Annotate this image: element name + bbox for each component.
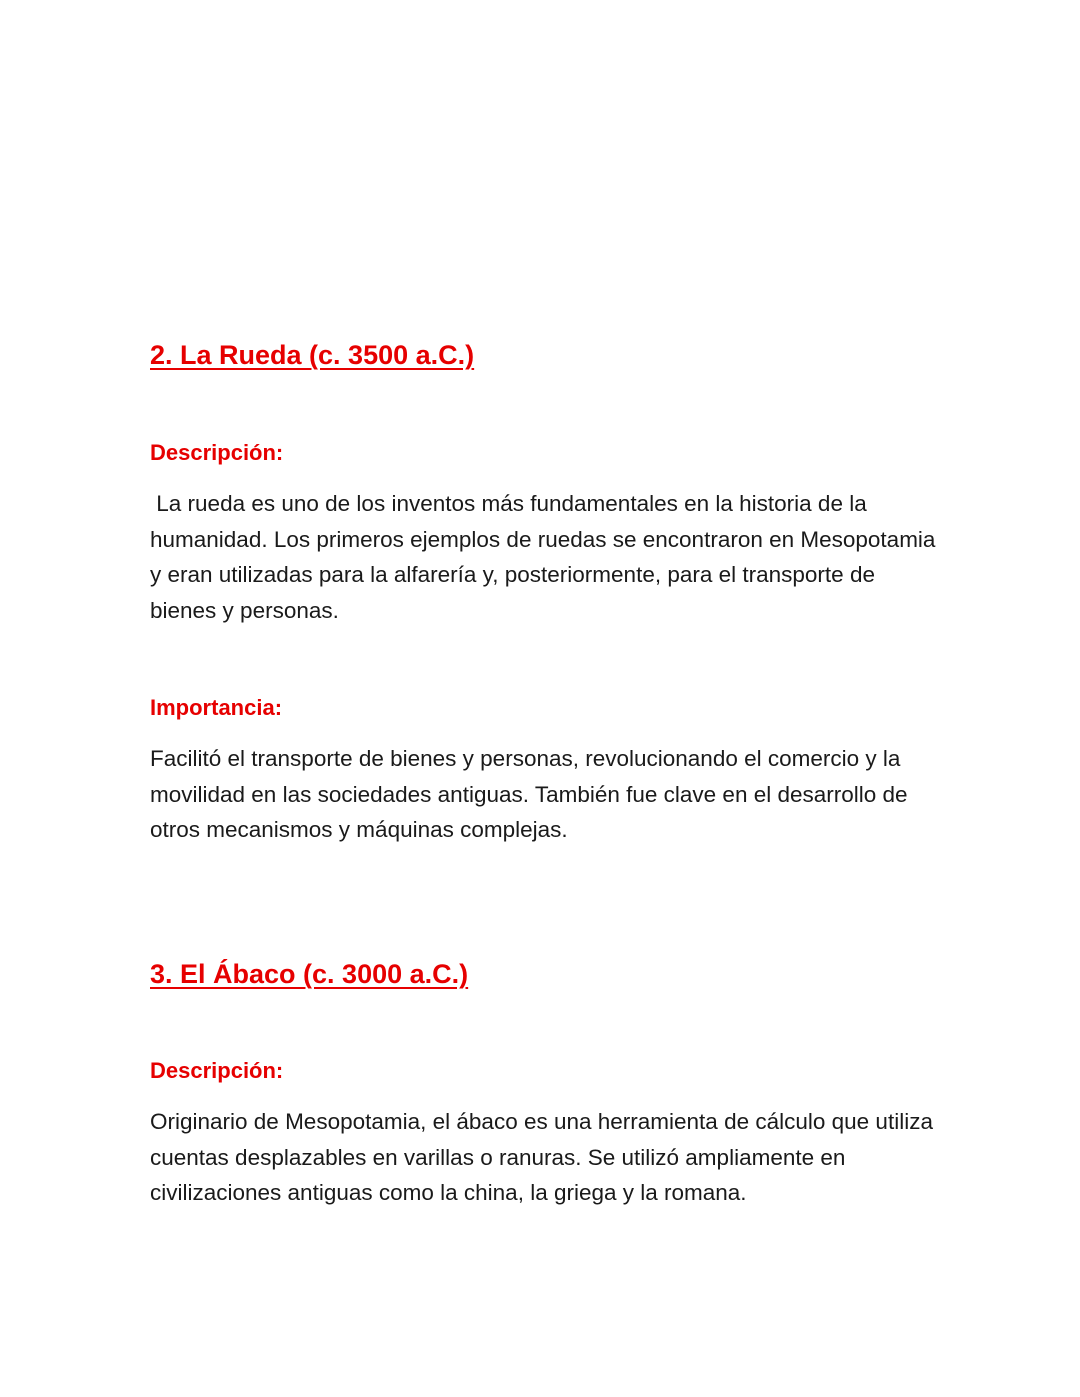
- description-text-la-rueda: La rueda es uno de los inventos más fundamentales en la historia de la humanidad. Los primeros ejemplos de ruedas se encontraron en Mesopotamia y eran utilizadas para la alfarería y, posteriormente, para el transporte de bienes y personas.: [150, 491, 942, 623]
- importance-label-la-rueda: Importancia:: [150, 695, 283, 720]
- description-label-la-rueda: Descripción:: [150, 440, 284, 465]
- importance-text-la-rueda: Facilitó el transporte de bienes y personas, revolucionando el comercio y la movilidad en las sociedades antiguas. También fue clave en el desarrollo de otros mecanismos y máquinas complejas.: [150, 746, 914, 842]
- section-title-la-rueda: 2. La Rueda (c. 3500 a.C.): [150, 340, 475, 370]
- section-title-el-abaco: 3. El Ábaco (c. 3000 a.C.): [150, 959, 469, 989]
- description-text-el-abaco: Originario de Mesopotamia, el ábaco es una herramienta de cálculo que utiliza cuentas desplazables en varillas o ranuras. Se utilizó ampliamente en civilizaciones antiguas como la china, la griega y la romana.: [150, 1109, 940, 1205]
- description-label-el-abaco: Descripción:: [150, 1058, 284, 1083]
